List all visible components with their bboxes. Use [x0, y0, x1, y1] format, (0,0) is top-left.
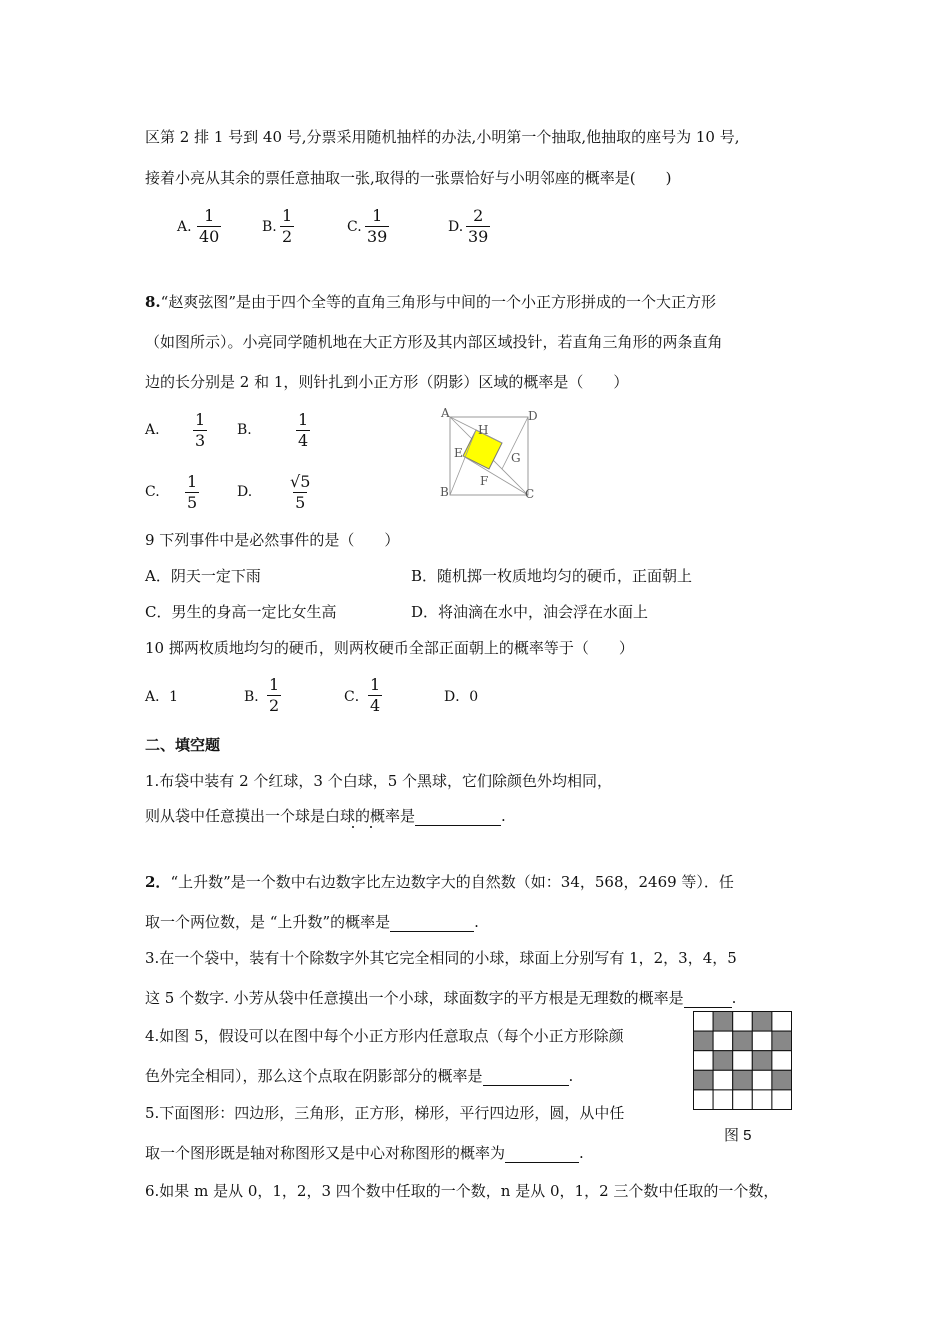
fill-2-text: 取一个两位数，是 “上升数”的概率是 [145, 913, 391, 931]
fill-1-line-2 [145, 806, 506, 826]
fill-3-text: 这 5 个数字. 小芳从袋中任意摸出一个小球，球面数字的平方根是无理数的概率是 [145, 989, 684, 1007]
fill-5-line-2 [145, 1143, 584, 1163]
figure-label-c: C [525, 487, 535, 501]
q7-line-1: 区第 2 排 1 号到 40 号,分票采用随机抽样的办法,小明第一个抽取,他抽取的座号为 10 号, [145, 128, 740, 146]
grid-cell [772, 1051, 792, 1071]
grid-cell [713, 1031, 733, 1051]
grid-cell [733, 1090, 753, 1110]
grid-cell [713, 1070, 733, 1090]
fill-5-line-1: 5.下面图形：四边形，三角形，正方形，梯形，平行四边形，圆，从中任 [145, 1104, 625, 1122]
grid-cell [713, 1090, 733, 1110]
denominator: 2 [269, 696, 280, 715]
numerator: 1 [372, 206, 383, 225]
fill-2-end: . [474, 913, 479, 931]
numerator: 1 [187, 472, 198, 491]
fill-1-end: . [501, 807, 506, 825]
fill-4-line-1: 4.如图 5，假设可以在图中每个小正方形内任意取点（每个小正方形除颜 [145, 1027, 624, 1045]
denominator: 4 [370, 696, 381, 715]
grid-cell-shaded [713, 1012, 733, 1032]
figure-label-a: A [441, 406, 450, 420]
q10-option-c-label: C． [344, 689, 369, 705]
denominator: 5 [295, 493, 306, 512]
q7-option-c-label: C. [347, 219, 362, 235]
q7-option-a-label: A. [177, 219, 192, 235]
q8-line-2: （如图所示）。小亮同学随机地在大正方形及其内部区域投针，若直角三角形的两条直角 [145, 333, 723, 351]
fill-2-line-1-text: “上升数”是一个数中右边数字比左边数字大的自然数（如：34，568，2469 等）．任 [170, 873, 734, 891]
numerator: 1 [298, 410, 309, 429]
q8-option-c-label: C. [145, 484, 160, 500]
q8-line-3: 边的长分别是 2 和 1，则针扎到小正方形（阴影）区域的概率是（ ） [145, 373, 629, 391]
figure-label-f: F [480, 474, 489, 488]
numerator: 1 [269, 675, 280, 694]
q9-option-c: C．男生的身高一定比女生高 [145, 603, 337, 621]
fill-1-text: 则从袋中任意摸出一个球是白球的概率是 [145, 807, 416, 825]
denominator: 39 [468, 227, 489, 246]
figure-5-caption: 图 5 [724, 1127, 752, 1144]
numerator: 1 [282, 206, 293, 225]
fill-4-line-2 [145, 1066, 573, 1086]
fill-4-blank[interactable] [483, 1067, 569, 1086]
numerator: 1 [204, 206, 215, 225]
q9-option-d: D．将油滴在水中，油会浮在水面上 [411, 603, 649, 621]
q8-option-a-fraction [193, 410, 207, 451]
q10-option-c-fraction [368, 675, 382, 716]
q10-option-d: D．0 [444, 689, 479, 705]
fill-1-blank[interactable] [415, 807, 501, 826]
grid-cell [752, 1031, 772, 1051]
grid-cell-shaded [694, 1031, 714, 1051]
q8-line-1-text: “赵爽弦图”是由于四个全等的直角三角形与中间的一个小正方形拼成的一个大正方形 [160, 293, 717, 311]
q9-stem: 9 下列事件中是必然事件的是（ ） [145, 531, 400, 549]
fill-4-end: . [568, 1067, 574, 1085]
grid-cell [772, 1012, 792, 1032]
numerator: 1 [370, 675, 381, 694]
figure-label-h: H [478, 423, 489, 437]
fill-2-line-2 [145, 912, 479, 932]
grid-cell [752, 1090, 772, 1110]
q9-option-a: A．阴天一定下雨 [145, 567, 261, 585]
section-title: 二、填空题 [145, 736, 221, 754]
grid-cell-shaded [733, 1031, 753, 1051]
grid-cell [694, 1090, 714, 1110]
figure-label-b: B [440, 485, 449, 499]
fill-3-line-2 [145, 988, 736, 1008]
q8-option-c-fraction [185, 472, 199, 513]
grid-cell-shaded [772, 1070, 792, 1090]
grid-cell-shaded [752, 1051, 772, 1071]
q10-option-b-fraction [267, 675, 281, 716]
figure-label-d: D [528, 409, 538, 423]
grid-cell [733, 1012, 753, 1032]
numerator: 2 [473, 206, 484, 225]
grid-cell-shaded [733, 1070, 753, 1090]
fill-5-text: 取一个图形既是轴对称图形又是中心对称图形的概率为 [145, 1144, 506, 1162]
figure-label-e: E [454, 446, 463, 460]
q7-option-d-fraction [466, 206, 490, 247]
q7-option-c-fraction [365, 206, 389, 247]
q7-option-a-fraction [197, 206, 221, 247]
emphasis-dot [352, 826, 354, 828]
q8-option-b-label: B. [237, 422, 252, 438]
q7-option-d-label: D. [448, 219, 464, 235]
fill-4-text: 色外完全相同），那么这个点取在阴影部分的概率是 [145, 1067, 483, 1085]
fill-2-line-1 [145, 872, 734, 892]
q10-option-b-label: B． [244, 689, 269, 705]
fill-5-end: . [579, 1144, 584, 1162]
q7-option-b-fraction [280, 206, 294, 247]
q8-line-1 [145, 292, 716, 312]
denominator: 39 [367, 227, 388, 246]
q8-option-d-label: D. [237, 484, 253, 500]
q10-stem: 10 掷两枚质地均匀的硬币，则两枚硬币全部正面朝上的概率等于（ ） [145, 639, 634, 657]
grid-cell [733, 1051, 753, 1071]
q10-option-a: A．1 [145, 689, 179, 705]
numerator: 1 [195, 410, 206, 429]
fill-2-blank[interactable] [390, 913, 474, 932]
denominator: 2 [282, 227, 293, 246]
grid-cell-shaded [752, 1012, 772, 1032]
q8-option-b-fraction [296, 410, 310, 451]
denominator: 3 [195, 431, 206, 450]
figure-label-g: G [511, 451, 521, 465]
emphasis-dot [370, 826, 372, 828]
fill-1-line-1: 1.布袋中装有 2 个红球，3 个白球，5 个黑球，它们除颜色外均相同， [145, 772, 613, 790]
figure-5-grid [693, 1011, 792, 1110]
grid-cell-shaded [694, 1070, 714, 1090]
grid-cell-shaded [713, 1051, 733, 1071]
grid-cell [694, 1012, 714, 1032]
fill-3-end: . [731, 989, 737, 1007]
grid-cell [694, 1051, 714, 1071]
q7-option-b-label: B. [262, 219, 277, 235]
fill-6-line-1: 6.如果 m 是从 0，1，2，3 四个数中任取的一个数，n 是从 0，1，2 三个数中任取的一个数， [145, 1182, 779, 1200]
q8-number: 8. [145, 293, 161, 311]
numerator: √5 [290, 472, 311, 491]
fill-2-number: 2． [145, 873, 171, 891]
denominator: 40 [199, 227, 220, 246]
fill-3-blank[interactable] [684, 989, 732, 1008]
fill-5-blank[interactable] [505, 1144, 579, 1163]
q8-option-d-fraction [288, 472, 312, 513]
triangle-edge [450, 430, 476, 495]
q9-option-b: B．随机掷一枚质地均匀的硬币，正面朝上 [411, 567, 693, 585]
grid-cell-shaded [772, 1031, 792, 1051]
denominator: 4 [298, 431, 309, 450]
denominator: 5 [187, 493, 198, 512]
q7-line-2: 接着小亮从其余的票任意抽取一张,取得的一张票恰好与小明邻座的概率是( ) [145, 169, 672, 187]
grid-cell [752, 1070, 772, 1090]
grid-cell [772, 1090, 792, 1110]
fill-3-line-1: 3.在一个袋中，装有十个除数字外其它完全相同的小球，球面上分别写有 1，2，3，4，5 [145, 949, 737, 967]
q8-option-a-label: A. [145, 422, 160, 438]
